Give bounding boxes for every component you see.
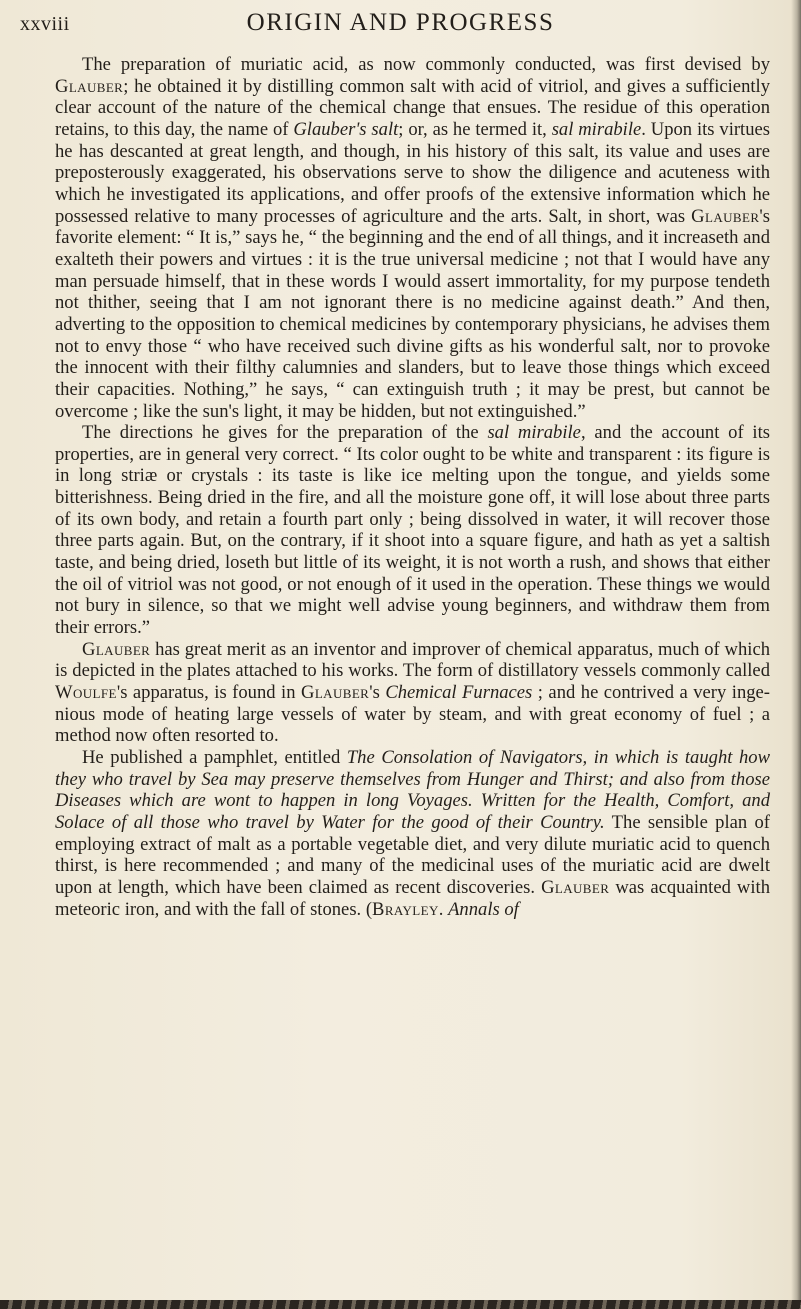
text-run: ; and he contrived a very ingenious mode of heating large vessels of water by steam, and with great economy of fuel ; a method now often resorted to. [55,682,770,747]
paragraph [55,747,770,920]
text-run: , and the account of its properties, are in general very correct. “ Its color ought to be white and transparent : its figure is in long striæ or crystals : its taste is like ice melting upon the tongue, and yields some bitterishness. Being dried in the fire, and all the moisture gone off, it will lose about three parts of its own body, and retain a fourth part only ; being dissolved in water, it will recover those three parts again. But, on the contrary, if it shoot into a square figure, and hath as yet a saltish taste, and being dried, loseth but little of its weight, it is not worth a rush, and shows that either the oil of vitriol was not good, or not enough of it used in the operation. These things we would not bury in silence, so that we might well advise young beginners, and withdraw them from their errors.” [55,422,771,639]
text-run: He published a pamphlet, entitled [82,747,347,768]
italic-text: Chemical Furnaces [385,682,533,704]
small-caps-name: Glauber [55,75,124,97]
italic-text: sal mirabile [551,118,642,140]
italic-text: sal mirabile [487,422,581,444]
small-caps-name: Glauber [301,682,370,704]
page-header [0,9,801,41]
body-text [55,54,770,920]
running-head: ORIGIN AND PROGRESS [246,9,555,36]
page-number: xxviii [20,13,70,35]
small-caps-name: Glauber [691,205,760,227]
page-bottom-edge [0,1300,801,1309]
page-edge-shadow [791,0,801,1309]
text-run: has great merit as an inventor and improver of chemical apparatus, much of which is depicted in the plates attached to his works. The form of distillatory vessels commonly called [55,638,770,682]
text-run: 's [369,682,386,704]
small-caps-name: Glauber [541,876,610,898]
text-run: . [438,898,449,920]
italic-text: Glauber's salt [293,118,399,140]
text-run: The preparation of muriatic acid, as now commonly conducted, was first devised by [82,54,770,75]
paragraph [55,422,770,639]
paragraph [55,639,770,747]
text-run: ; or, as he termed it, [398,118,552,140]
small-caps-name: Woulfe [55,682,117,704]
text-run: ; he obtained it by distilling common salt with acid of vitriol, and gives a sufficiently clear account of the nature of the chemical change that ensues. The residue of this operation retains, to this day, the name of [55,75,770,140]
small-caps-name: Glauber [82,638,151,660]
small-caps-name: Brayley [372,898,439,920]
text-run: The sensible plan of employing extract of malt as a portable vegetable diet, and very dilute muriatic acid to quench thirst, is here recommended ; and many of the medicinal uses of the muriatic acid are dwelt upon at length, which have been claimed as recent discoveries. [55,811,770,898]
text-run: 's favorite element: “ It is,” says he, “ the beginning and the end of all things, and it increaseth and exalteth their powers and virtues : it is the true universal medicine ; not that I would have any man persuade himself, that in these words I would assert immortality, for my purpose tendeth not thither, seeing that I am not ignorant there is no medicine against death.” And then, adverting to the opposition to chemical medicines by contemporary physicians, he advises them not to envy those “ who have received such divine gifts as his wonderful salt, nor to provoke the innocent with their filthy calumnies and slanders, but to leave those things which exceed their capacities. Nothing,” he says, “ can extinguish truth ; it may be prest, but cannot be overcome ; like the sun's light, it may be hidden, but not extinguished.” [55,205,770,422]
italic-text: The Consolation of Navigators, in which is taught how they who travel by Sea may preserve themselves from Hunger and Thirst; and also from those Diseases which are wont to happen in long Voyages. Written for the Health, Comfort, and Solace of all those who travel by Water for the good of their Country. [55,747,770,833]
text-run: The directions he gives for the preparation of the [82,422,488,444]
text-run: . Upon its virtues he has descanted at great length, and though, in his history of this salt, its value and uses are preposterously exaggerated, his observations serve to show the diligence and acuteness with which he investigated its applications, and offer proofs of the extensive information which he possessed relative to many processes of agriculture and the arts. Salt, in short, was [55,118,771,227]
text-run: 's apparatus, is found in [116,682,301,704]
paragraph [55,54,770,422]
text-run: was acquainted with meteoric iron, and with the fall of stones. ( [55,876,770,920]
italic-text: Annals of [448,898,519,920]
